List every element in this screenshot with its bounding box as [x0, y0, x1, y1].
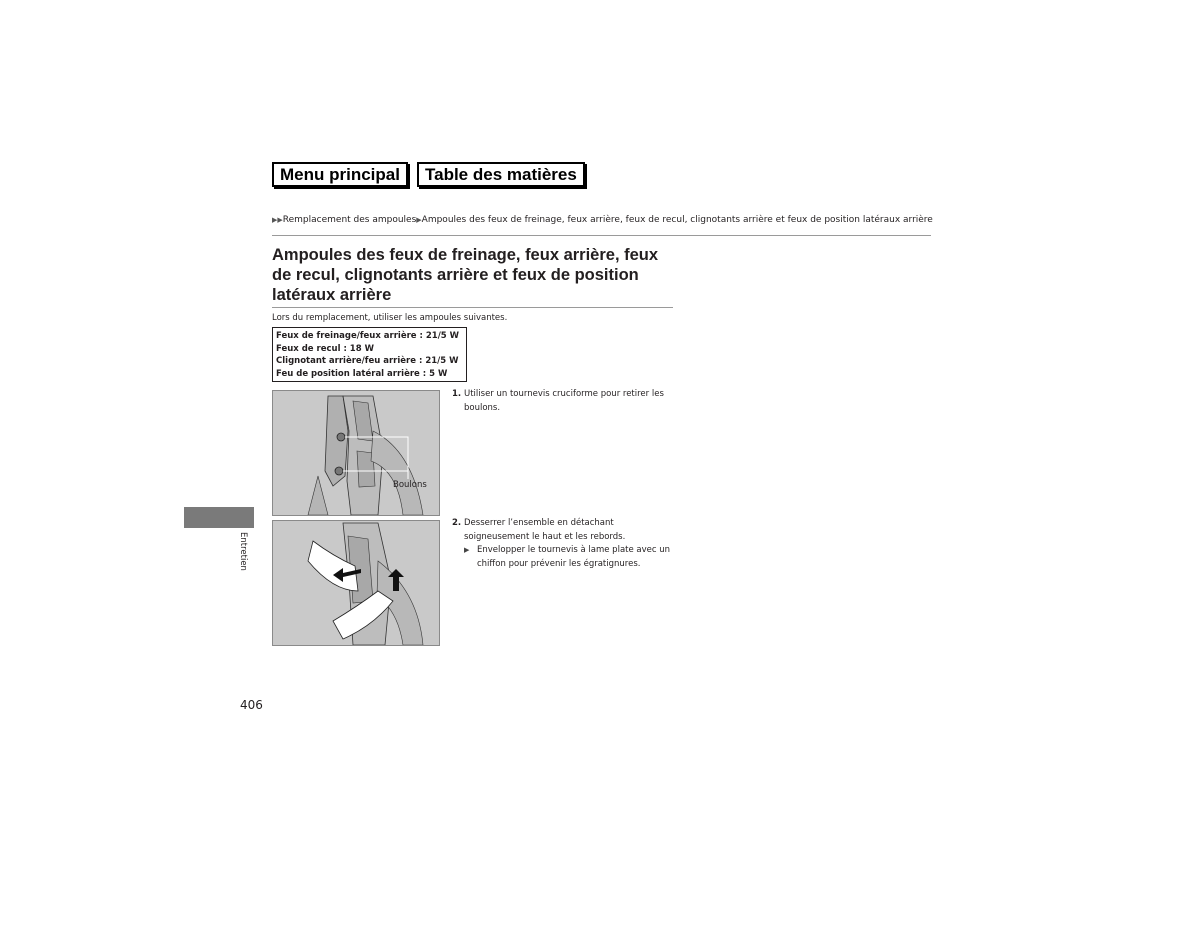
table-of-contents-button[interactable]: Table des matières — [417, 162, 585, 187]
figure-remove-bolts — [272, 390, 440, 516]
breadcrumb-arrow-icon: ▶▶ — [272, 216, 283, 224]
section-title: Ampoules des feux de freinage, feux arrière, feux de recul, clignotants arrière et feux de position latéraux arrière — [272, 246, 659, 304]
intro-text: Lors du remplacement, utiliser les ampoules suivantes. — [272, 313, 508, 323]
note-text: Envelopper le tournevis à lame plate avec un chiffon pour prévenir les égratignures. — [477, 545, 671, 569]
step-text: Utiliser un tournevis cruciforme pour retirer les boulons. — [464, 389, 664, 413]
step-number: 1. — [452, 389, 462, 399]
title-divider — [272, 307, 673, 308]
page-number: 406 — [240, 698, 263, 712]
breadcrumb-arrow-icon: ▶ — [416, 216, 422, 224]
note-arrow-icon: ▶ — [464, 546, 470, 554]
bolt-icon — [337, 433, 345, 441]
bulb-spec-line: Feux de recul : 18 W — [276, 343, 374, 354]
main-menu-button[interactable]: Menu principal — [272, 162, 408, 187]
light-assembly-illustration — [273, 391, 439, 515]
breadcrumb-item-bulb-replacement[interactable]: Remplacement des ampoules — [282, 215, 417, 225]
step-text: Desserrer l’ensemble en détachant soigneusement le haut et les rebords. — [464, 518, 626, 542]
chapter-tab[interactable] — [184, 507, 254, 528]
chapter-label: Entretien — [238, 532, 248, 571]
breadcrumb-item-current: Ampoules des feux de freinage, feux arrière, feux de recul, clignotants arrière et feux de position latéraux arrière — [421, 215, 933, 225]
step-number: 2. — [452, 518, 462, 528]
figure-loosen-assembly — [272, 520, 440, 646]
breadcrumb — [272, 214, 932, 226]
loosen-assembly-illustration — [273, 521, 439, 645]
bolts-label: Boulons — [393, 480, 427, 490]
bulb-spec-box — [272, 327, 467, 382]
bulb-spec-line: Clignotant arrière/feu arrière : 21/5 W — [276, 356, 459, 366]
header-divider — [272, 235, 931, 236]
bulb-spec-line: Feu de position latéral arrière : 5 W — [276, 368, 448, 379]
bulb-spec-line: Feux de freinage/feux arrière : 21/5 W — [276, 331, 460, 341]
bolt-icon — [335, 467, 343, 475]
